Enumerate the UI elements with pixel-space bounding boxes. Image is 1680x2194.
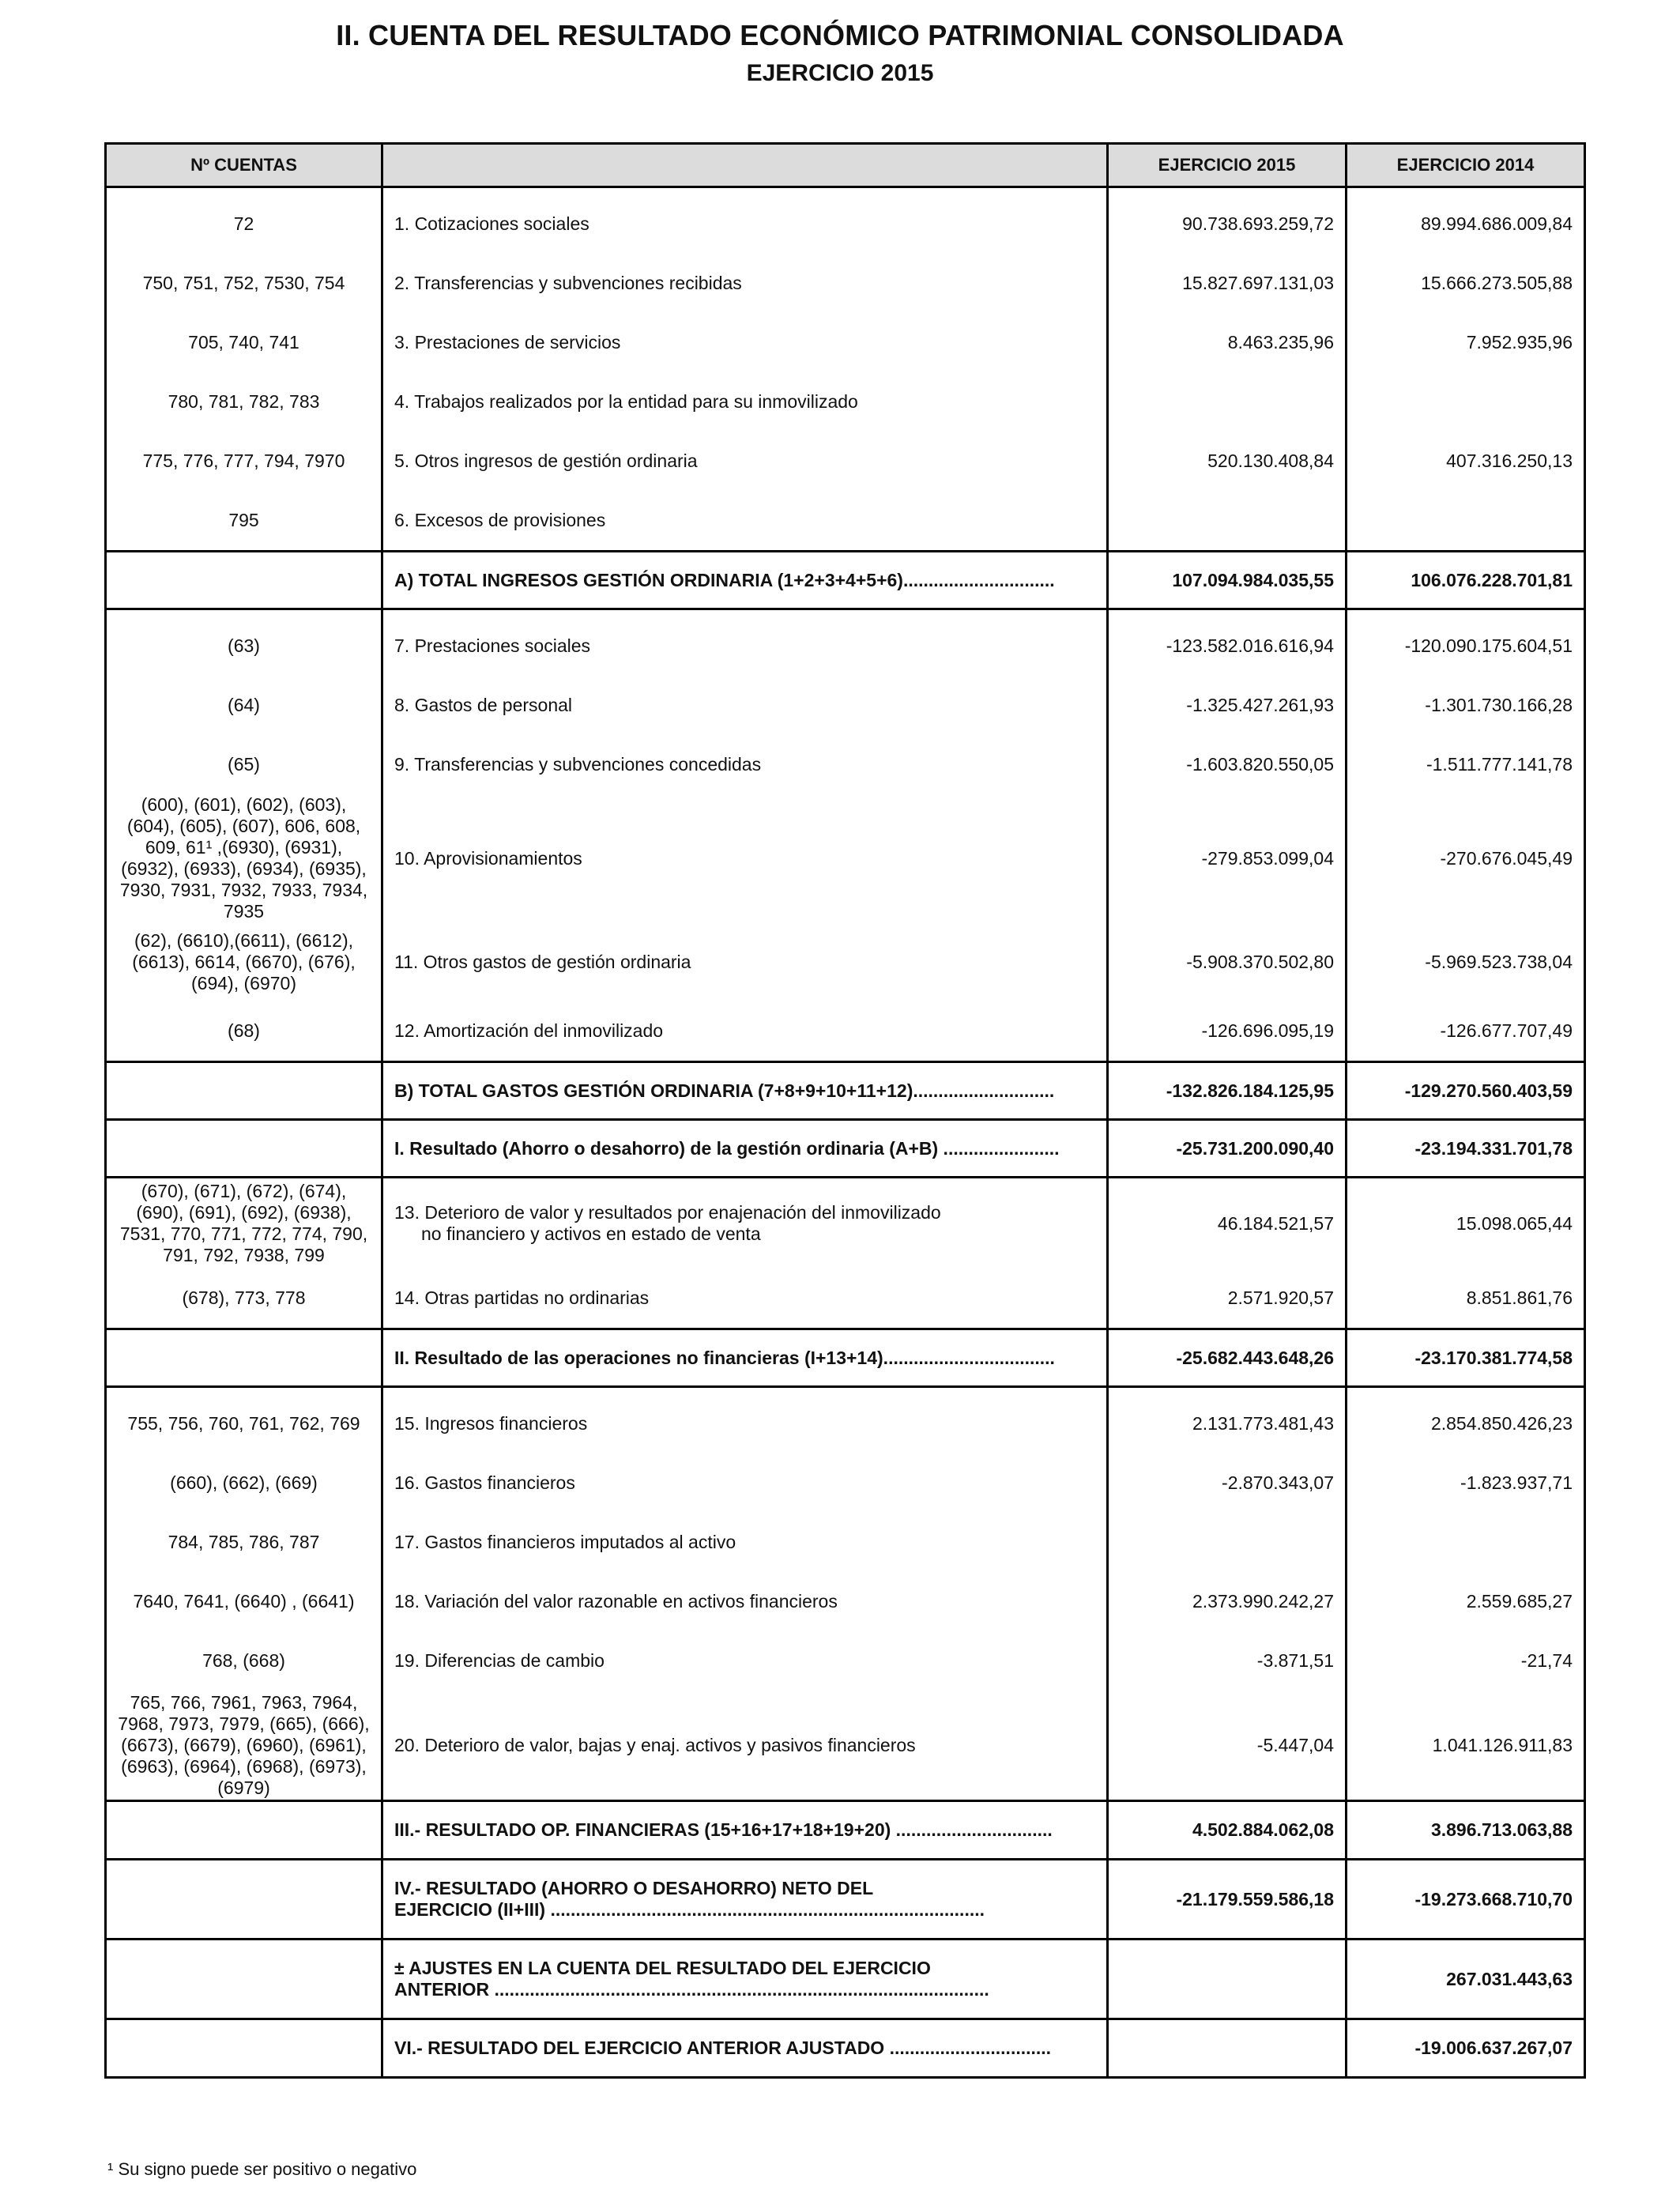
table-row bbox=[106, 1691, 1585, 1801]
concept: 4. Trabajos realizados por la entidad para su inmovilizado bbox=[382, 372, 1108, 432]
total-label-line-2: EJERCICIO (II+III) ...................................................................................... bbox=[394, 1899, 985, 1920]
concept: 17. Gastos financieros imputados al activo bbox=[382, 1513, 1108, 1572]
concept: 1. Cotizaciones sociales bbox=[382, 187, 1108, 254]
account-codes: (65) bbox=[106, 735, 382, 794]
value-2014: 15.666.273.505,88 bbox=[1347, 254, 1585, 313]
total-row bbox=[106, 1062, 1585, 1120]
value-2014: 8.851.861,76 bbox=[1347, 1269, 1585, 1329]
total-2015: 4.502.884.062,08 bbox=[1108, 1801, 1347, 1860]
total-label: B) TOTAL GASTOS GESTIÓN ORDINARIA (7+8+9+10+11+12)............................ bbox=[382, 1062, 1108, 1120]
account-codes: 768, (668) bbox=[106, 1631, 382, 1691]
value-2014: -126.677.707,49 bbox=[1347, 1001, 1585, 1062]
account-codes bbox=[106, 552, 382, 609]
concept: 7. Prestaciones sociales bbox=[382, 609, 1108, 677]
value-2014: 407.316.250,13 bbox=[1347, 432, 1585, 491]
value-2014: -1.511.777.141,78 bbox=[1347, 735, 1585, 794]
concept: 12. Amortización del inmovilizado bbox=[382, 1001, 1108, 1062]
footnote: ¹ Su signo puede ser positivo o negativo bbox=[107, 2159, 417, 2179]
value-2015: -5.908.370.502,80 bbox=[1108, 922, 1347, 1001]
concept: 14. Otras partidas no ordinarias bbox=[382, 1269, 1108, 1329]
account-codes: 7640, 7641, (6640) , (6641) bbox=[106, 1572, 382, 1631]
total-2015: -21.179.559.586,18 bbox=[1108, 1860, 1347, 1940]
value-2014: 15.098.065,44 bbox=[1347, 1178, 1585, 1269]
value-2015 bbox=[1108, 372, 1347, 432]
value-2014: -5.969.523.738,04 bbox=[1347, 922, 1585, 1001]
total-label bbox=[382, 1860, 1108, 1940]
total-label-line-2: ANTERIOR .................................................................................................. bbox=[394, 1979, 989, 2000]
account-codes: (64) bbox=[106, 676, 382, 735]
account-codes: (670), (671), (672), (674), (690), (691), (692), (6938), 7531, 770, 771, 772, 774, 790, 791, 792, 7938, 799 bbox=[106, 1178, 382, 1269]
account-codes bbox=[106, 1801, 382, 1860]
total-2014: 3.896.713.063,88 bbox=[1347, 1801, 1585, 1860]
total-label: III.- RESULTADO OP. FINANCIERAS (15+16+17+18+19+20) ............................... bbox=[382, 1801, 1108, 1860]
total-2014: -19.006.637.267,07 bbox=[1347, 2019, 1585, 2078]
account-codes: 765, 766, 7961, 7963, 7964, 7968, 7973, 7979, (665), (666), (6673), (6679), (6960), (6961), (6963), (6964), (6968), (6973), (6979) bbox=[106, 1691, 382, 1801]
total-row bbox=[106, 1940, 1585, 2019]
concept: 18. Variación del valor razonable en activos financieros bbox=[382, 1572, 1108, 1631]
table-row bbox=[106, 187, 1585, 254]
value-2015: -3.871,51 bbox=[1108, 1631, 1347, 1691]
concept: 8. Gastos de personal bbox=[382, 676, 1108, 735]
table-row bbox=[106, 676, 1585, 735]
value-2014: -1.823.937,71 bbox=[1347, 1453, 1585, 1513]
table-row bbox=[106, 313, 1585, 372]
concept-line-2: no financiero y activos en estado de venta bbox=[421, 1223, 761, 1244]
account-codes bbox=[106, 1062, 382, 1120]
header-year-2014: EJERCICIO 2014 bbox=[1347, 144, 1585, 187]
account-codes: (63) bbox=[106, 609, 382, 677]
value-2014 bbox=[1347, 491, 1585, 552]
table-row bbox=[106, 1453, 1585, 1513]
table-row bbox=[106, 372, 1585, 432]
account-codes: 784, 785, 786, 787 bbox=[106, 1513, 382, 1572]
account-codes: (600), (601), (602), (603), (604), (605), (607), 606, 608, 609, 61¹ ,(6930), (6931), (6932), (6933), (6934), (6935), 7930, 7931, 7932, 7933, 7934, 7935 bbox=[106, 794, 382, 922]
concept: 6. Excesos de provisiones bbox=[382, 491, 1108, 552]
total-row bbox=[106, 1329, 1585, 1387]
total-row bbox=[106, 1801, 1585, 1860]
account-codes: 795 bbox=[106, 491, 382, 552]
value-2014: 2.559.685,27 bbox=[1347, 1572, 1585, 1631]
value-2015: 520.130.408,84 bbox=[1108, 432, 1347, 491]
total-row bbox=[106, 1120, 1585, 1178]
account-codes bbox=[106, 1120, 382, 1178]
value-2015: -279.853.099,04 bbox=[1108, 794, 1347, 922]
total-row bbox=[106, 552, 1585, 609]
concept: 20. Deterioro de valor, bajas y enaj. activos y pasivos financieros bbox=[382, 1691, 1108, 1801]
account-codes: (660), (662), (669) bbox=[106, 1453, 382, 1513]
concept: 10. Aprovisionamientos bbox=[382, 794, 1108, 922]
account-codes: 750, 751, 752, 7530, 754 bbox=[106, 254, 382, 313]
total-label-line-1: ± AJUSTES EN LA CUENTA DEL RESULTADO DEL EJERCICIO bbox=[394, 1958, 931, 1978]
value-2014: 2.854.850.426,23 bbox=[1347, 1387, 1585, 1454]
value-2015: -5.447,04 bbox=[1108, 1691, 1347, 1801]
concept: 11. Otros gastos de gestión ordinaria bbox=[382, 922, 1108, 1001]
value-2015: 46.184.521,57 bbox=[1108, 1178, 1347, 1269]
total-2015: -25.731.200.090,40 bbox=[1108, 1120, 1347, 1178]
table-row bbox=[106, 491, 1585, 552]
total-2014: -23.194.331.701,78 bbox=[1347, 1120, 1585, 1178]
account-codes bbox=[106, 2019, 382, 2078]
table-row bbox=[106, 1178, 1585, 1269]
value-2014 bbox=[1347, 372, 1585, 432]
table-header-row bbox=[106, 144, 1585, 187]
total-2014: 267.031.443,63 bbox=[1347, 1940, 1585, 2019]
total-label: II. Resultado de las operaciones no financieras (I+13+14).................................. bbox=[382, 1329, 1108, 1387]
account-codes bbox=[106, 1940, 382, 2019]
total-2014: -23.170.381.774,58 bbox=[1347, 1329, 1585, 1387]
concept: 5. Otros ingresos de gestión ordinaria bbox=[382, 432, 1108, 491]
table-row bbox=[106, 922, 1585, 1001]
value-2015 bbox=[1108, 1513, 1347, 1572]
value-2015: 8.463.235,96 bbox=[1108, 313, 1347, 372]
value-2015: -1.325.427.261,93 bbox=[1108, 676, 1347, 735]
value-2014: 1.041.126.911,83 bbox=[1347, 1691, 1585, 1801]
concept bbox=[382, 1178, 1108, 1269]
total-label-line-1: IV.- RESULTADO (AHORRO O DESAHORRO) NETO DEL bbox=[394, 1878, 874, 1898]
total-label: A) TOTAL INGRESOS GESTIÓN ORDINARIA (1+2+3+4+5+6).............................. bbox=[382, 552, 1108, 609]
value-2015: -2.870.343,07 bbox=[1108, 1453, 1347, 1513]
account-codes: (68) bbox=[106, 1001, 382, 1062]
value-2015: -126.696.095,19 bbox=[1108, 1001, 1347, 1062]
header-description bbox=[382, 144, 1108, 187]
concept: 19. Diferencias de cambio bbox=[382, 1631, 1108, 1691]
table-row bbox=[106, 1631, 1585, 1691]
table-row bbox=[106, 432, 1585, 491]
concept: 3. Prestaciones de servicios bbox=[382, 313, 1108, 372]
table-row bbox=[106, 1387, 1585, 1454]
value-2015: 15.827.697.131,03 bbox=[1108, 254, 1347, 313]
table-row bbox=[106, 735, 1585, 794]
total-row bbox=[106, 1860, 1585, 1940]
table-row bbox=[106, 609, 1585, 677]
table-row bbox=[106, 1572, 1585, 1631]
total-2014: -129.270.560.403,59 bbox=[1347, 1062, 1585, 1120]
total-2015: 107.094.984.035,55 bbox=[1108, 552, 1347, 609]
value-2014: 7.952.935,96 bbox=[1347, 313, 1585, 372]
header-year-2015: EJERCICIO 2015 bbox=[1108, 144, 1347, 187]
concept: 16. Gastos financieros bbox=[382, 1453, 1108, 1513]
total-label: VI.- RESULTADO DEL EJERCICIO ANTERIOR AJUSTADO ................................ bbox=[382, 2019, 1108, 2078]
income-statement-table bbox=[104, 142, 1586, 2079]
total-2014: -19.273.668.710,70 bbox=[1347, 1860, 1585, 1940]
page-subtitle: EJERCICIO 2015 bbox=[746, 60, 934, 86]
value-2015: 2.571.920,57 bbox=[1108, 1269, 1347, 1329]
account-codes bbox=[106, 1329, 382, 1387]
total-2014: 106.076.228.701,81 bbox=[1347, 552, 1585, 609]
account-codes: 755, 756, 760, 761, 762, 769 bbox=[106, 1387, 382, 1454]
value-2015: 2.131.773.481,43 bbox=[1108, 1387, 1347, 1454]
total-2015 bbox=[1108, 2019, 1347, 2078]
page-title: II. CUENTA DEL RESULTADO ECONÓMICO PATRIMONIAL CONSOLIDADA bbox=[336, 19, 1344, 51]
concept: 9. Transferencias y subvenciones concedidas bbox=[382, 735, 1108, 794]
value-2014: -120.090.175.604,51 bbox=[1347, 609, 1585, 677]
value-2015: 2.373.990.242,27 bbox=[1108, 1572, 1347, 1631]
table-row bbox=[106, 794, 1585, 922]
value-2014: -21,74 bbox=[1347, 1631, 1585, 1691]
value-2015 bbox=[1108, 491, 1347, 552]
value-2014: -1.301.730.166,28 bbox=[1347, 676, 1585, 735]
total-label bbox=[382, 1940, 1108, 2019]
value-2015: -1.603.820.550,05 bbox=[1108, 735, 1347, 794]
total-2015 bbox=[1108, 1940, 1347, 2019]
value-2015: -123.582.016.616,94 bbox=[1108, 609, 1347, 677]
account-codes bbox=[106, 1860, 382, 1940]
account-codes: (62), (6610),(6611), (6612), (6613), 6614, (6670), (676), (694), (6970) bbox=[106, 922, 382, 1001]
total-row bbox=[106, 2019, 1585, 2078]
table-row bbox=[106, 1269, 1585, 1329]
table-row bbox=[106, 1001, 1585, 1062]
total-2015: -132.826.184.125,95 bbox=[1108, 1062, 1347, 1120]
account-codes: 780, 781, 782, 783 bbox=[106, 372, 382, 432]
account-codes: 775, 776, 777, 794, 7970 bbox=[106, 432, 382, 491]
concept: 15. Ingresos financieros bbox=[382, 1387, 1108, 1454]
total-label: I. Resultado (Ahorro o desahorro) de la gestión ordinaria (A+B) ....................... bbox=[382, 1120, 1108, 1178]
value-2014: -270.676.045,49 bbox=[1347, 794, 1585, 922]
table-row bbox=[106, 254, 1585, 313]
concept-line-1: 13. Deterioro de valor y resultados por enajenación del inmovilizado bbox=[394, 1202, 941, 1223]
account-codes: 72 bbox=[106, 187, 382, 254]
table-row bbox=[106, 1513, 1585, 1572]
account-codes: (678), 773, 778 bbox=[106, 1269, 382, 1329]
total-2015: -25.682.443.648,26 bbox=[1108, 1329, 1347, 1387]
value-2014 bbox=[1347, 1513, 1585, 1572]
value-2015: 90.738.693.259,72 bbox=[1108, 187, 1347, 254]
value-2014: 89.994.686.009,84 bbox=[1347, 187, 1585, 254]
account-codes: 705, 740, 741 bbox=[106, 313, 382, 372]
header-accounts: Nº CUENTAS bbox=[106, 144, 382, 187]
concept: 2. Transferencias y subvenciones recibidas bbox=[382, 254, 1108, 313]
